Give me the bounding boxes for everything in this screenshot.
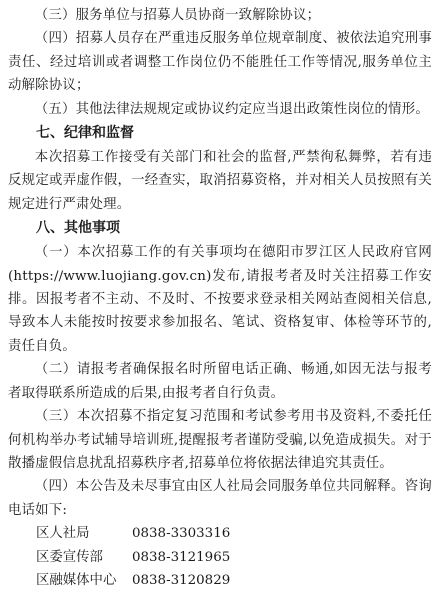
contact-name: 区委宣传部 [36,549,103,565]
paragraph-item-4: （四）招募人员存在严重违反服务单位规章制度、被依法追究刑事责任、经过培训或者调整工作岗位仍不能胜任工作等情况,服务单位主动解除协议； [8,31,432,94]
paragraph-other-item-4: （四）本公告及未尽事宜由区人社局会同服务单位共同解释。咨询电话如下: [8,479,432,518]
contact-line [36,522,432,545]
contact-name: 区人社局 [36,526,90,542]
paragraph-other-item-2: （二）请报考者确保报名时所留电话正确、畅通,如因无法与报考者取得联系所造成的后果,由报考者自行负责。 [8,362,432,401]
paragraph-other-item-3: （三）本次招募不指定复习范围和考试参考用书及资料,不委托任何机构举办考试辅导培训班,提醒报考者谨防受骗,以免造成损失。对于散播虚假信息扰乱招募秩序者,招募单位将依据法律追究其责任。 [8,409,432,471]
contact-phone: 0838-3121965 [132,549,231,565]
contact-name: 区融媒体中心 [36,572,117,588]
contact-line [36,569,432,592]
section-heading-discipline: 七、纪律和监督 [36,125,134,142]
contact-line [36,546,432,569]
document-body [8,4,432,592]
paragraph-other-item-1: （一）本次招募工作的有关事项均在德阳市罗江区人民政府官网(https://www.luojiang.gov.cn)发布,请报考者及时关注招募工作安排。因报考者不主动、不及时、不按要求登录相关网站查阅相关信息,导致本人未能按时按要求参加报名、笔试、资格复审、体检等环节的,责任自负。 [8,245,432,354]
paragraph-item-5: （五）其他法律法规规定或协议约定应当退出政策性岗位的情形。 [34,101,429,117]
contact-phone: 0838-3303316 [132,526,231,542]
section-heading-other: 八、其他事项 [36,220,120,237]
paragraph-discipline: 本次招募工作接受有关部门和社会的监督,严禁徇私舞弊，若有违反规定或弄虚作假，一经查实，取消招募资格，并对相关人员按照有关规定进行严肃处理。 [8,150,432,212]
paragraph-item-3: （三）服务单位与招募人员协商一致解除协议； [34,8,321,23]
contact-phone: 0838-3120829 [132,572,231,588]
